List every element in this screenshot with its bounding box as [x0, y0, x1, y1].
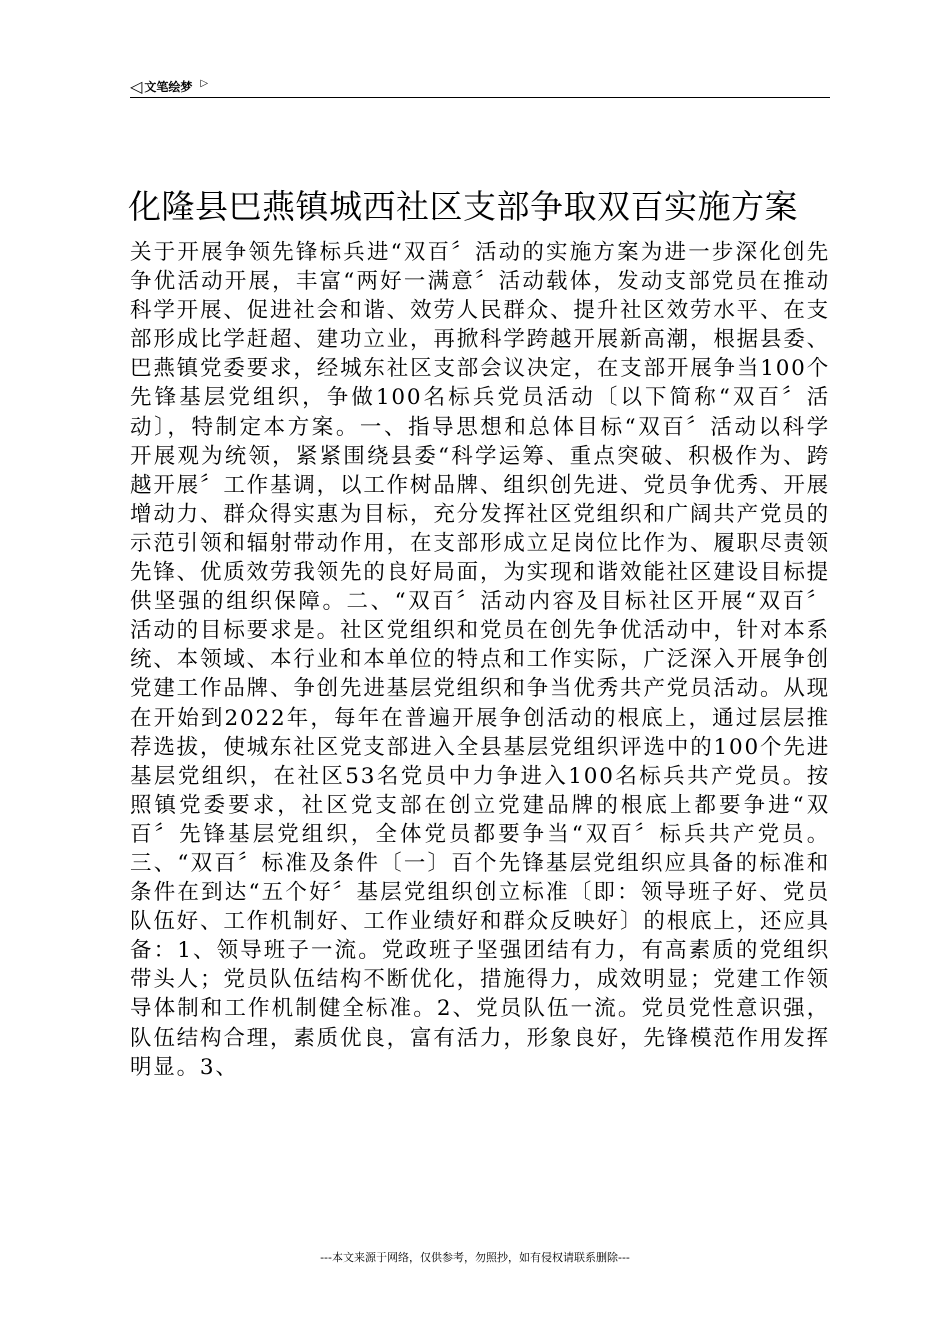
document-title: 化隆县巴燕镇城西社区支部争取双百实施方案	[128, 187, 798, 226]
triangle-right-icon: ▷	[200, 77, 209, 89]
header-divider	[130, 97, 830, 98]
document-body: 关于开展争领先锋标兵进“双百〞活动的实施方案为进一步深化创先争优活动开展，丰富“两好一满意〞活动载体，发动支部党员在推动科学开展、促进社会和谐、效劳人民群众、提升社区效劳水平、在支部形成比学赶超、建功立业，再掀科学跨越开展新高潮，根据县委、巴燕镇党委要求，经城东社区支部会议决定，在支部开展争当100个先锋基层党组织，争做100名标兵党员活动〔以下简称“双百〞活动〕，特制定本方案。一、指导思想和总体目标“双百〞活动以科学开展观为统领，紧紧围绕县委“科学运筹、重点突破、积极作为、跨越开展〞工作基调，以工作树品牌、组织创先进、党员争优秀、开展增动力、群众得实惠为目标，充分发挥社区党组织和广阔共产党员的示范引领和辐射带动作用，在支部形成立足岗位比作为、履职尽责领先锋、优质效劳我领先的良好局面，为实现和谐效能社区建设目标提供坚强的组织保障。二、“双百〞活动内容及目标社区开展“双百〞活动的目标要求是。社区党组织和党员在创先争优活动中，针对本系统、本领域、本行业和本单位的特点和工作实际，广泛深入开展争创党建工作品牌、争创先进基层党组织和争当优秀共产党员活动。从现在开始到2022年，每年在普遍开展争创活动的根底上，通过层层推荐选拔，使城东社区党支部进入全县基层党组织评选中的100个先进基层党组织，在社区53名党员中力争进入100名标兵共产党员。按照镇党委要求，社区党支部在创立党建品牌的根底上都要争进“双百〞先锋基层党组织，全体党员都要争当“双百〞标兵共产党员。三、“双百〞标准及条件〔一〕百个先锋基层党组织应具备的标准和条件在到达“五个好〞基层党组织创立标准〔即：领导班子好、党员队伍好、工作机制好、工作业绩好和群众反映好〕的根底上，还应具备：1、领导班子一流。党政班子坚强团结有力，有高素质的党组织带头人；党员队伍结构不断优化，措施得力，成效明显；党建工作领导体制和工作机制健全标准。2、党员队伍一流。党员党性意识强，队伍结构合理，素质优良，富有活力，形象良好，先锋模范作用发挥明显。3、	[130, 240, 830, 1080]
brand-name: 文笔绘梦	[144, 79, 193, 94]
footer-disclaimer: ---本文来源于网络，仅供参考，勿照抄，如有侵权请联系删除---	[320, 1251, 630, 1264]
triangle-left-icon: ◁	[130, 76, 143, 96]
page-header	[130, 76, 830, 96]
